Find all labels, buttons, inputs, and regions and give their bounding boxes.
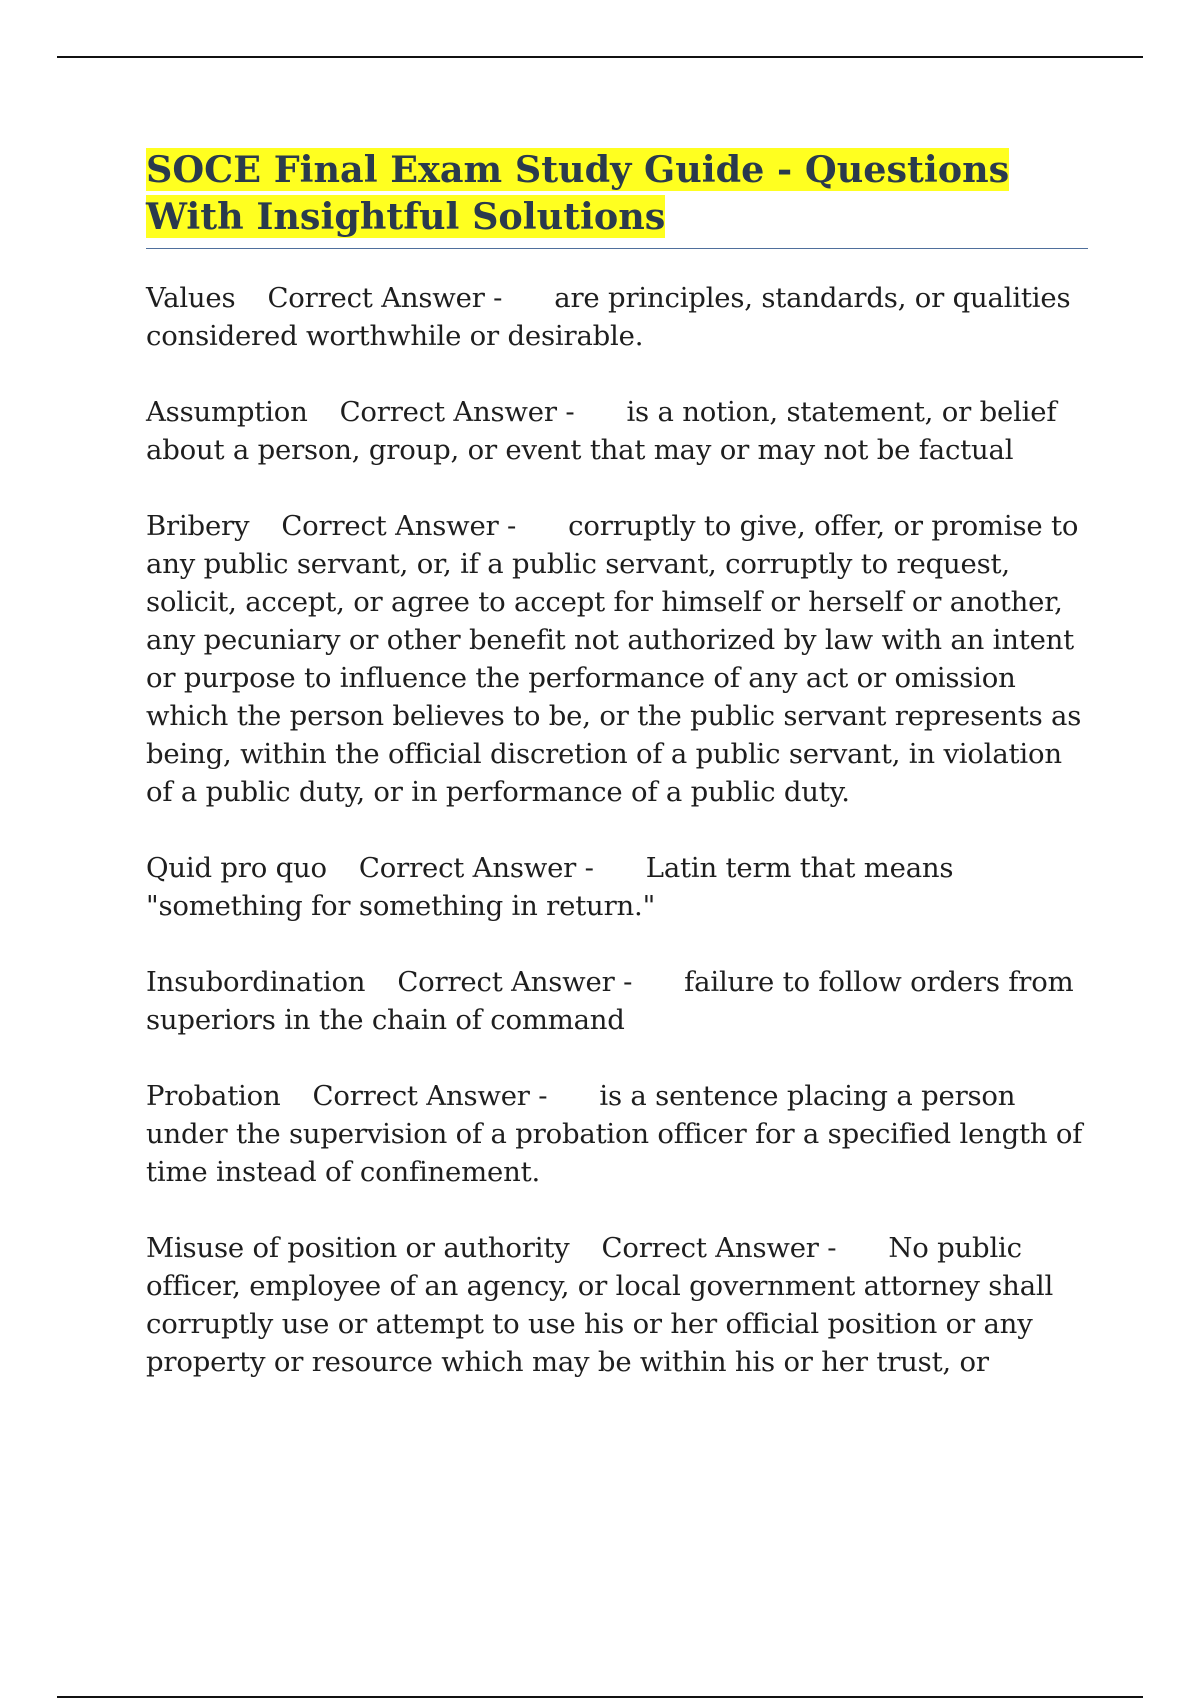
qa-entry-bribery xyxy=(146,507,1088,811)
qa-entry-assumption xyxy=(146,393,1088,469)
document-body xyxy=(146,146,1088,1419)
qa-entry-probation xyxy=(146,1077,1088,1191)
qa-term: Misuse of position or authority xyxy=(146,1232,570,1264)
qa-term: Values xyxy=(146,282,236,314)
document-title xyxy=(146,146,1088,240)
qa-answer: corruptly to give, offer, or promise to any public servant, or, if a public servant, corruptly to request, solicit, accept, or agree to accept for himself or herself or another, any pecuniary or other benefit not authorized by law with an intent or purpose to influence the performance of any act or omission which the person believes to be, or the public servant represents as being, within the official discretion of a public servant, in violation of a public duty, or in performance of a public duty. xyxy=(146,510,1082,808)
qa-answer: is a notion, statement, or belief about a person, group, or event that may or may not be factual xyxy=(146,396,1057,466)
qa-term: Bribery xyxy=(146,510,250,542)
qa-term: Assumption xyxy=(146,396,308,428)
qa-answer: Latin term that means "something for something in return." xyxy=(146,852,954,922)
page-top-rule xyxy=(57,56,1143,58)
qa-entry-values xyxy=(146,279,1088,355)
qa-entry-misuse-of-position xyxy=(146,1229,1088,1381)
qa-answer-label: Correct Answer - xyxy=(397,966,633,998)
qa-entry-insubordination xyxy=(146,963,1088,1039)
qa-term: Probation xyxy=(146,1080,281,1112)
qa-answer-label: Correct Answer - xyxy=(601,1232,837,1264)
qa-answer-label: Correct Answer - xyxy=(312,1080,548,1112)
qa-term: Insubordination xyxy=(146,966,366,998)
qa-answer-label: Correct Answer - xyxy=(267,282,503,314)
title-block xyxy=(146,146,1088,249)
qa-answer: No public officer, employee of an agency, or local government attorney shall corruptly use or attempt to use his or her official position or any property or resource which may be within his or her trust, or xyxy=(146,1232,1054,1378)
qa-answer: is a sentence placing a person under the supervision of a probation officer for a specified length of time instead of confinement. xyxy=(146,1080,1083,1188)
document-title-text: SOCE Final Exam Study Guide - Questions With Insightful Solutions xyxy=(146,148,1010,238)
qa-answer-label: Correct Answer - xyxy=(281,510,517,542)
qa-answer-label: Correct Answer - xyxy=(358,852,594,884)
qa-term: Quid pro quo xyxy=(146,852,327,884)
qa-entry-quid-pro-quo xyxy=(146,849,1088,925)
page-bottom-rule xyxy=(57,1696,1143,1698)
qa-answer-label: Correct Answer - xyxy=(339,396,575,428)
qa-answer: failure to follow orders from superiors in the chain of command xyxy=(146,966,1074,1036)
qa-answer: are principles, standards, or qualities considered worthwhile or desirable. xyxy=(146,282,1071,352)
